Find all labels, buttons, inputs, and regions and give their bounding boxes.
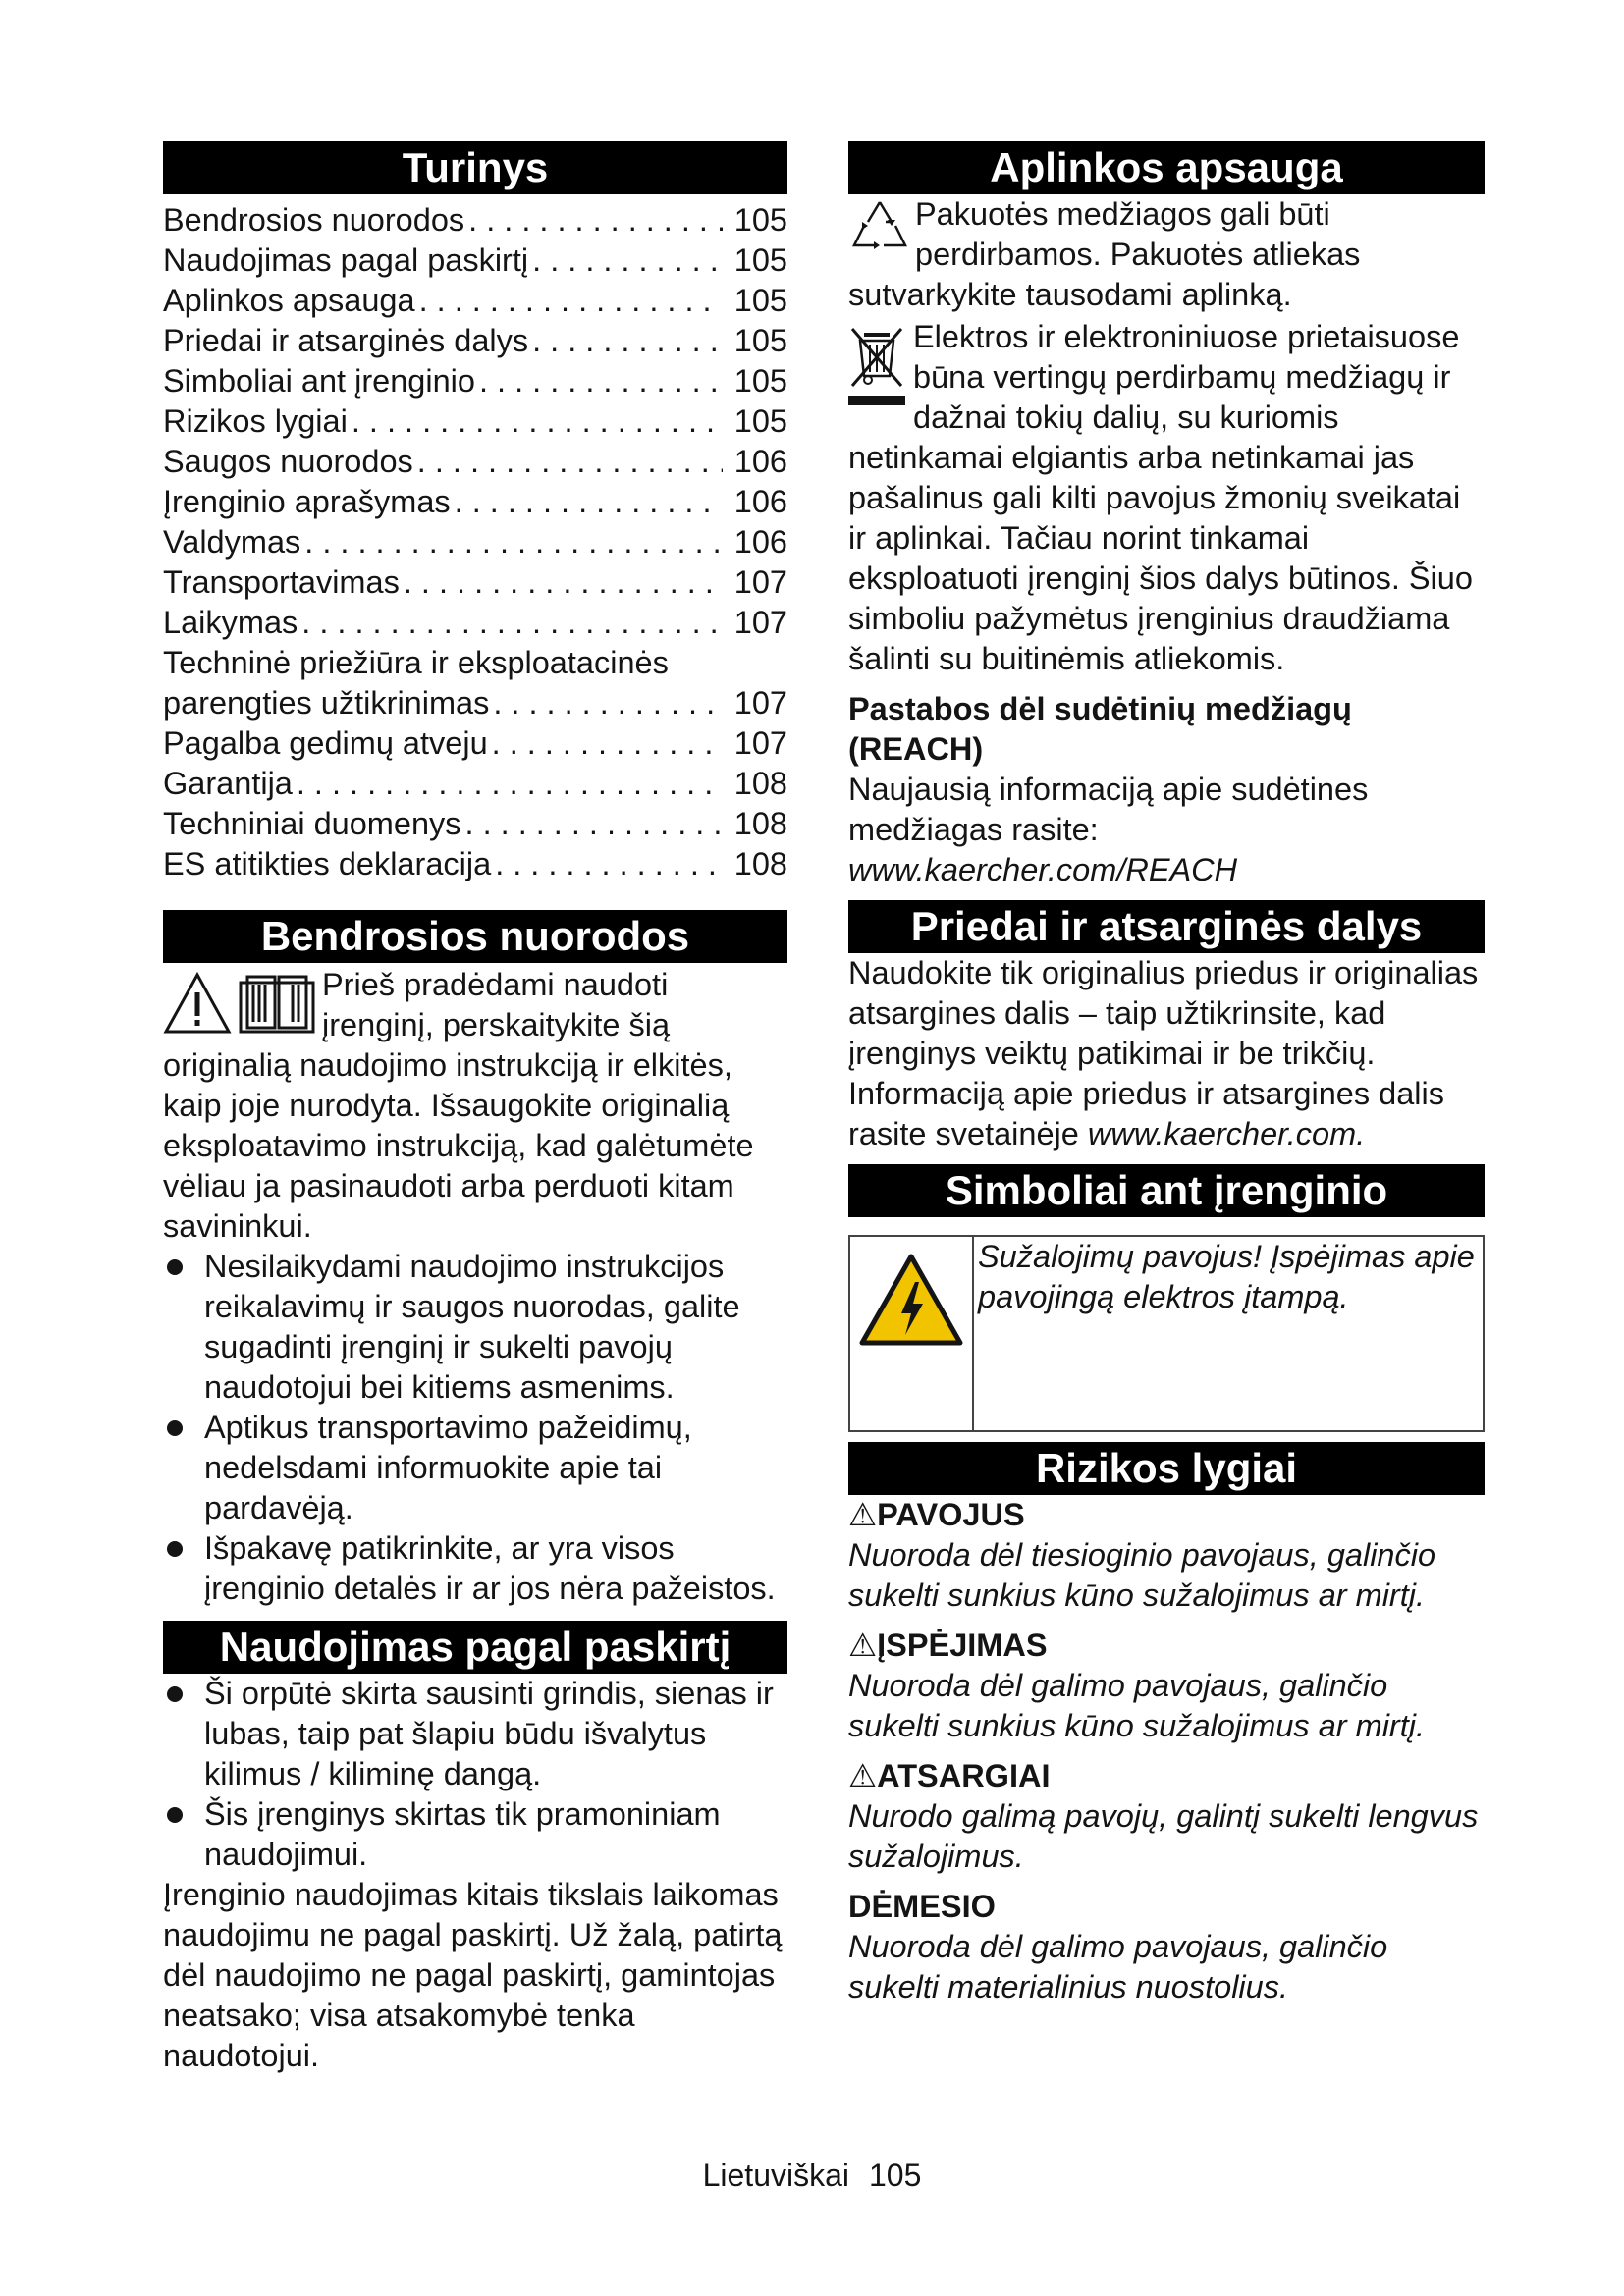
toc-page: 105 [723,200,787,240]
reach-title: Pastabos dėl sudėtinių medžiagų (REACH) [848,691,1352,767]
toc-item[interactable] [163,804,787,844]
toc-page: 106 [723,442,787,482]
warning-triangle-small-icon: ⚠ [848,1497,878,1532]
list-item: Išpakavę patikrinkite, ar yra visos įrenginio detalės ir ar jos nėra pažeistos. [163,1528,787,1609]
reach-link[interactable]: www.kaercher.com/REACH [848,852,1238,887]
reach-text: Naujausią informaciją apie sudėtines medžiagas rasite: [848,772,1369,847]
list-item: Nesilaikydami naudojimo instrukcijos reikalavimų ir saugos nuorodas, galite sugadinti įrenginį ir sukelti pavojų naudotojui bei kitiems asmenims. [163,1247,787,1408]
toc-page: 105 [723,281,787,321]
warning-triangle-small-icon: ⚠ [848,1628,878,1663]
symbols-table [848,1235,1485,1432]
toc-page: 105 [723,240,787,281]
toc-title: ES atitikties deklaracija [163,846,492,881]
footer-page-number: 105 [869,2158,922,2193]
risk-label-caution: ATSARGIAI [877,1758,1051,1793]
toc-item[interactable] [163,442,787,482]
toc-item[interactable] [163,281,787,321]
accessories-text: Naudokite tik originalius priedus ir originalias atsargines dalis – taip užtikrinsite, kad įrenginys veiktų patikimai ir be trikčių. [848,955,1479,1071]
toc-item[interactable] [163,401,787,442]
accessories-info: Informaciją apie priedus ir atsargines dalis rasite svetainėje [848,1076,1444,1151]
toc-page: 105 [723,401,787,442]
toc-item[interactable] [163,321,787,361]
toc-title: Saugos nuorodos [163,444,413,479]
toc-page: 105 [723,321,787,361]
list-item: Aptikus transportavimo pažeidimų, nedelsdami informuokite apie tai pardavėją. [163,1408,787,1528]
high-voltage-warning-icon [858,1318,964,1354]
general-bullets [163,1247,787,1609]
toc-item[interactable] [163,764,787,804]
general-heading: Bendrosios nuorodos [163,910,787,963]
accessories-heading: Priedai ir atsarginės dalys [848,900,1485,953]
warning-triangle-icon [163,971,232,1045]
toc-title: Bendrosios nuorodos [163,202,465,238]
general-intro: Prieš pradėdami naudoti įrenginį, perskaitykite šią originalią naudojimo instrukciją ir elkitės, kaip joje nurodyta. Išsaugokite originalią eksploatavimo instrukciją, kad galėtumėte vėliau ja pasinaudoti arba perduoti kitam savininkui. [163,967,754,1244]
toc-title: Transportavimas [163,564,400,600]
intended-use-section [163,1674,787,2076]
table-row [849,1236,1484,1431]
toc-title: Naudojimas pagal paskirtį [163,242,529,278]
toc-item[interactable] [163,361,787,401]
list-item: Ši orpūtė skirta sausinti grindis, sienas ir lubas, taip pat šlapiu būdu išvalytus kilimus / kiliminę dangą. [163,1674,787,1794]
toc-page: 108 [723,844,787,884]
intended-use-bullets [163,1674,787,1875]
toc-title: Laikymas [163,605,298,640]
toc-title: Pagalba gedimų atveju [163,725,488,761]
intended-use-heading: Naudojimas pagal paskirtį [163,1621,787,1674]
toc-title: Techniniai duomenys [163,806,461,841]
toc-page: 107 [723,562,787,603]
toc-item[interactable] [163,603,787,643]
toc-title: Rizikos lygiai [163,403,348,439]
right-column [848,141,1485,2007]
toc-title: Aplinkos apsauga [163,283,415,318]
toc-page: 107 [723,603,787,643]
toc-title-line1: Techninė priežiūra ir eksploatacinės [163,645,669,680]
toc-page: 108 [723,804,787,844]
weee-bin-icon [848,321,905,419]
toc-item[interactable] [163,522,787,562]
toc-page: 107 [723,723,787,764]
risk-text-danger: Nuoroda dėl tiesioginio pavojaus, galinčio sukelti sunkius kūno sužalojimus ar mirtį. [848,1537,1436,1613]
voltage-warning-text: Sužalojimų pavojus! Įspėjimas apie pavojingą elektros įtampą. [973,1236,1484,1431]
toc-title-line2: parengties užtikrinimas [163,685,490,721]
risk-text-caution: Nurodo galimą pavojų, galintį sukelti lengvus sužalojimus. [848,1798,1479,1874]
toc-item[interactable] [163,200,787,240]
toc-page: 106 [723,522,787,562]
toc-title: Priedai ir atsarginės dalys [163,323,529,358]
toc-page: 106 [723,482,787,522]
footer-language: Lietuviškai [702,2158,849,2193]
toc-page: 105 [723,361,787,401]
manual-book-icon [238,971,316,1045]
toc-item[interactable] [163,482,787,522]
intended-use-text: Įrenginio naudojimas kitais tikslais laikomas naudojimu ne pagal paskirtį. Už žalą, patirtą dėl naudojimo ne pagal paskirtį, gamintojas neatsako; visa atsakomybė tenka naudotojui. [163,1877,783,2073]
warning-triangle-small-icon: ⚠ [848,1758,878,1793]
accessories-link[interactable]: www.kaercher.com. [1087,1116,1366,1151]
accessories-section [848,953,1485,1154]
toc-item[interactable] [163,723,787,764]
toc-title: Valdymas [163,524,301,560]
toc-item[interactable] [163,844,787,884]
symbols-heading: Simboliai ant įrenginio [848,1164,1485,1217]
table-of-contents [163,200,787,884]
page-footer [0,2158,1624,2194]
list-item: Šis įrenginys skirtas tik pramoniniam naudojimui. [163,1794,787,1875]
toc-page: 107 [723,683,787,723]
risk-label-notice: DĖMESIO [848,1889,996,1924]
environment-heading: Aplinkos apsauga [848,141,1485,194]
toc-title: Simboliai ant įrenginio [163,363,475,399]
risk-heading: Rizikos lygiai [848,1442,1485,1495]
recycle-icon [850,196,909,267]
risk-text-warning: Nuoroda dėl galimo pavojaus, galinčio sukelti sunkius kūno sužalojimus ar mirtį. [848,1668,1426,1743]
recycle-text: Pakuotės medžiagos gali būti perdirbamos. Pakuotės atliekas sutvarkykite tausodami aplinką. [848,196,1361,312]
risk-text-notice: Nuoroda dėl galimo pavojaus, galinčio sukelti materialinius nuostolius. [848,1929,1388,2004]
risk-label-danger: PAVOJUS [877,1497,1025,1532]
toc-heading: Turinys [163,141,787,194]
toc-item[interactable] [163,240,787,281]
risk-section [848,1495,1485,2007]
toc-title: Įrenginio aprašymas [163,484,451,519]
general-section [163,965,787,1609]
toc-title: Garantija [163,766,293,801]
toc-item-multiline[interactable] [163,643,787,723]
toc-page: 108 [723,764,787,804]
weee-text: Elektros ir elektroniniuose prietaisuose būna vertingų perdirbamų medžiagų ir dažnai tokių dalių, su kuriomis netinkamai elgiantis arba netinkamai jas pašalinus gali kilti pavojus žmonių sveikatai ir aplinkai. Tačiau norint tinkamai eksploatuoti įrenginį šios dalys būtinos. Šiuo simboliu pažymėtus įrenginius draudžiama šalinti su buitinėmis atliekomis. [848,319,1473,676]
environment-section [848,194,1485,890]
left-column [163,141,787,2076]
risk-label-warning: ĮSPĖJIMAS [877,1628,1048,1663]
toc-item[interactable] [163,562,787,603]
